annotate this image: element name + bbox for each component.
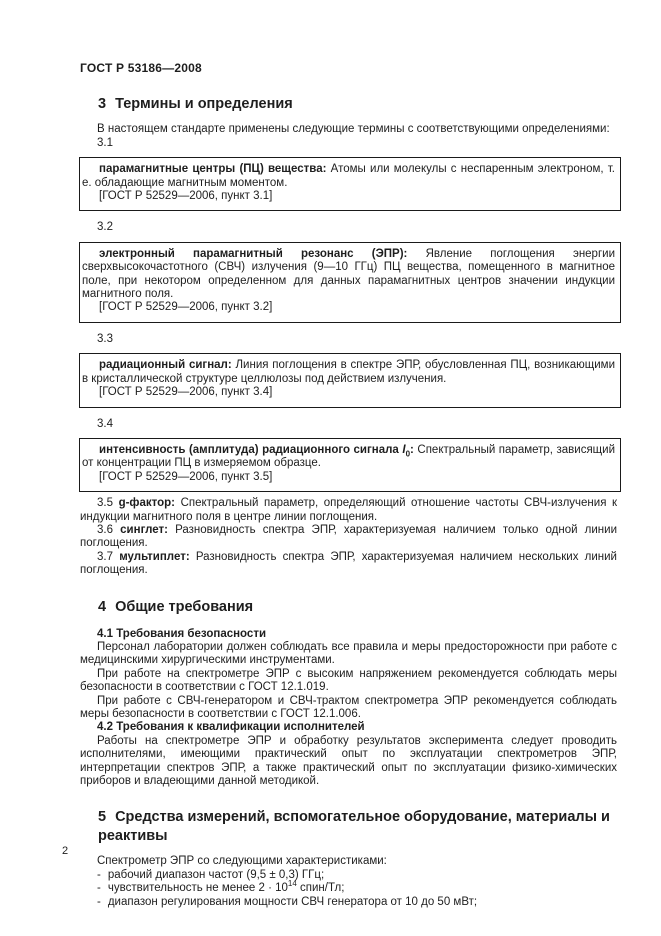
definition-source: [ГОСТ Р 52529—2006, пункт 3.1] — [99, 190, 273, 203]
list-dash: - — [97, 882, 101, 895]
subsection-4-2-heading — [80, 721, 617, 734]
definition-source: [ГОСТ Р 52529—2006, пункт 3.2] — [99, 301, 273, 314]
section-4-heading — [80, 598, 617, 617]
clause-definition: Разновидность спектра ЭПР, характеризуемая наличием только одной линии поглощения. — [80, 523, 617, 550]
subsection-title: Требования безопасности — [116, 627, 267, 640]
subsection-title: Требования к квалификации исполнителей — [116, 721, 365, 734]
definition-term: радиационный сигнал: — [99, 359, 232, 372]
definition-body: Явление поглощения энергии сверхвысокочастотного (СВЧ) излучения (9—10 ГГц) ПЦ вещества, помещенного в магнитное поле, при некотором определенном для данных парамагнитных центров значении индукции магнитного поля. — [82, 247, 615, 301]
definition-term: парамагнитные центры (ПЦ) вещества: — [99, 163, 327, 176]
clause-number: 3.5 — [97, 497, 113, 510]
definition-source: [ГОСТ Р 52529—2006, пункт 3.4] — [99, 386, 273, 399]
section-5-title: Средства измерений, вспомогательное оборудование, материалы и реактивы — [98, 809, 610, 845]
definition-term: электронный парамагнитный резонанс (ЭПР): — [99, 247, 408, 260]
subsection-number: 4.1 — [97, 627, 113, 640]
clause-number: 3.7 — [97, 550, 113, 563]
definition-body: Линия поглощения в спектре ЭПР, обусловленная ПЦ, возникающими в кристаллической структуре целлюлозы под действием излучения. — [82, 359, 616, 385]
definition-text — [82, 444, 615, 471]
subsection-4-1-heading — [80, 628, 617, 641]
definition-term: интенсивность (амплитуда) радиационного сигнала — [99, 443, 399, 456]
paragraph: Персонал лаборатории должен соблюдать все правила и меры предосторожности при работе с медицинскими хирургическими инструментами. — [80, 640, 617, 667]
clause-term: g-фактор: — [118, 497, 175, 510]
section-5-intro: Спектрометр ЭПР со следующими характеристиками: — [97, 855, 387, 868]
clause-number-3-2: 3.2 — [97, 221, 113, 234]
definition-source: [ГОСТ Р 52529—2006, пункт 3.5] — [99, 470, 273, 483]
definition-symbol: $I_0$: — [402, 443, 414, 459]
clause-3-6 — [80, 524, 617, 551]
list-item — [80, 879, 617, 895]
definition-body: Спектральный параметр, зависящий от концентрации ПЦ в измеряемом образце. — [82, 443, 615, 470]
definition-body: Атомы или молекулы с неспаренным электроном, т. е. обладающие магнитным моментом. — [82, 163, 615, 189]
clause-definition: Разновидность спектра ЭПР, характеризуемая наличием нескольких линий поглощения. — [80, 550, 617, 577]
list-item-text: диапазон регулирования мощности СВЧ генератора от 10 до 50 мВт; — [107, 895, 478, 908]
paragraph: Работы на спектрометре ЭПР и обработку результатов эксперимента следует проводить исполнителями, имеющими практический опыт по эксплуатации спектрометров ЭПР, интерпретации спектров ЭПР, а также практический опыт по эксплуатации физико-химических приборов и владеющими данной методикой. — [80, 734, 617, 788]
clause-number-3-3: 3.3 — [97, 332, 113, 345]
section-3-intro: В настоящем стандарте применены следующие термины с соответствующими определениями: — [97, 123, 610, 136]
list-item — [80, 869, 617, 882]
definition-box-3-3 — [79, 353, 621, 407]
definition-box-3-4 — [79, 438, 621, 492]
clause-term: мультиплет: — [119, 550, 190, 563]
definition-box-3-2 — [79, 242, 621, 323]
list-item-text: чувствительность не менее $2 \cdot 10^{14}$ спин/Тл; — [107, 879, 345, 895]
section-5-heading — [80, 808, 617, 846]
section-4-title: Общие требования — [115, 598, 254, 615]
clause-3-5 — [80, 497, 617, 524]
section-5-number: 5 — [98, 809, 107, 826]
definition-text — [82, 248, 615, 302]
clause-term: синглет: — [120, 523, 168, 536]
page-number: 2 — [62, 845, 69, 857]
paragraph: При работе с СВЧ-генератором и СВЧ-трактом спектрометра ЭПР рекомендуется соблюдать меры безопасности в соответствии с ГОСТ 12.1.006. — [80, 694, 617, 720]
clause-number-3-1: 3.1 — [97, 136, 113, 149]
list-item-text: рабочий диапазон частот (9,5 ± 0,3) ГГц; — [107, 868, 325, 881]
paragraph: При работе на спектрометре ЭПР с высоким напряжением рекомендуется соблюдать меры безопасности в соответствии с ГОСТ 12.1.019. — [80, 667, 617, 694]
clause-3-7 — [80, 551, 617, 578]
section-3-title: Термины и определения — [115, 96, 293, 113]
definition-text — [82, 163, 615, 190]
document-header: ГОСТ Р 53186—2008 — [80, 61, 202, 75]
section-3-heading — [80, 95, 617, 114]
subsection-number: 4.2 — [97, 721, 113, 734]
list-dash: - — [97, 868, 101, 881]
definition-text — [82, 359, 615, 386]
clause-definition: Спектральный параметр, определяющий отношение частоты СВЧ-излучения к индукции магнитного поля в центре линии поглощения. — [80, 497, 618, 523]
list-item — [80, 896, 617, 909]
section-4-number: 4 — [98, 598, 107, 615]
section-3-number: 3 — [98, 96, 107, 113]
clause-number: 3.6 — [97, 523, 113, 536]
clause-number-3-4: 3.4 — [97, 417, 113, 430]
definition-box-3-1 — [79, 157, 621, 211]
list-dash: - — [97, 895, 101, 908]
